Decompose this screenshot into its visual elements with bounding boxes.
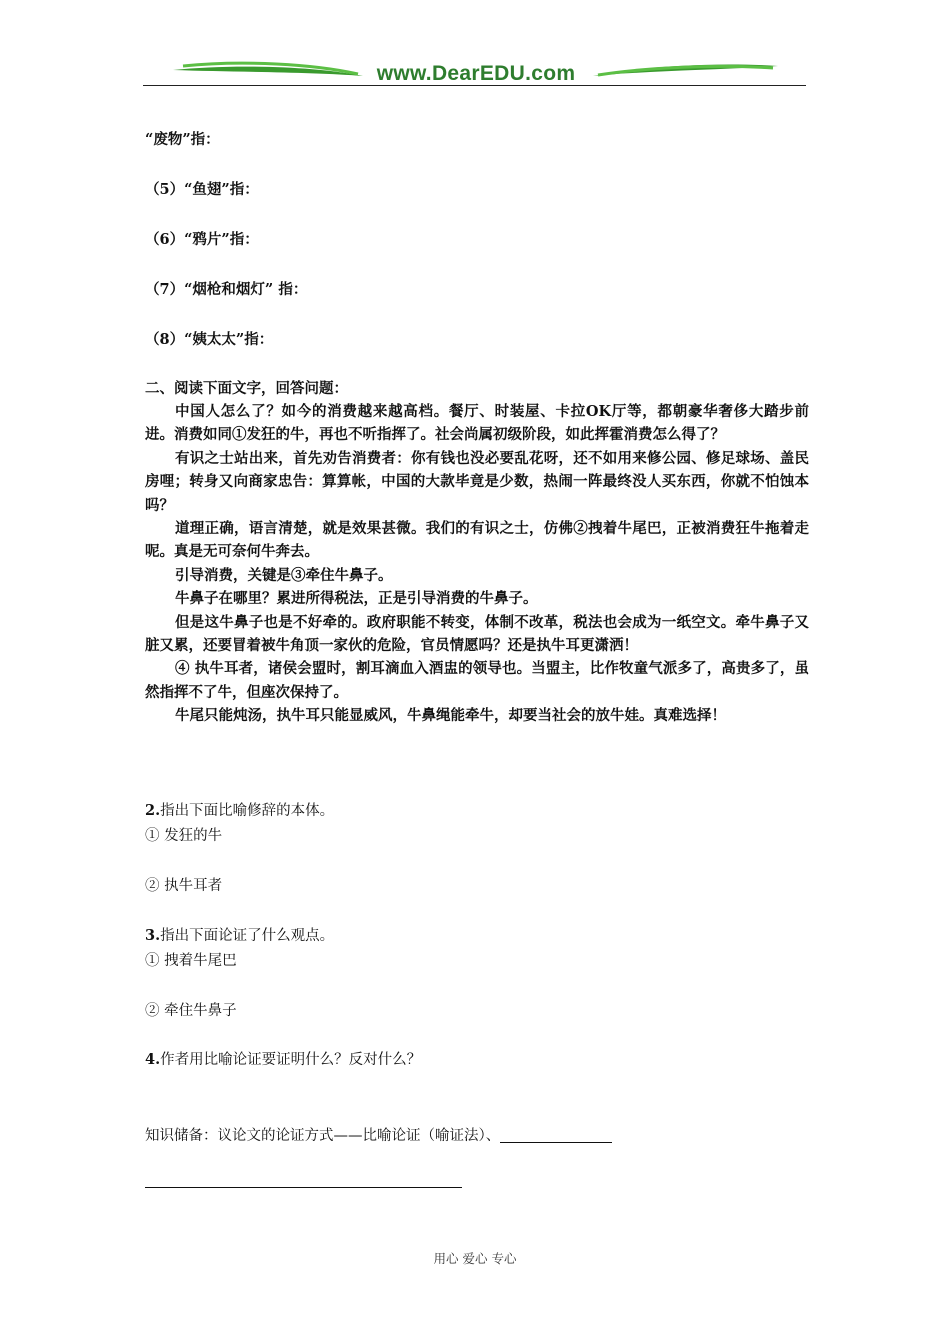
- knowledge-text: 知识储备：议论文的论证方式——比喻论证（喻证法）、: [145, 1128, 501, 1144]
- header-divider: [143, 85, 806, 86]
- question-number: 2.: [145, 802, 161, 819]
- question-2-b: ② 执牛耳者: [145, 878, 223, 894]
- passage-paragraph: 但是这牛鼻子也是不好牵的。政府职能不转变，体制不改革，税法也会成为一纸空文。牵牛鼻子又脏又累，还要冒着被牛角顶一家伙的危险，官员情愿吗？还是执牛耳更潇洒！: [145, 613, 809, 655]
- item-feiwu: “废物”指：: [145, 131, 220, 148]
- item-6: （6）“鸦片”指：: [145, 231, 259, 248]
- site-logo-text: www.DearEDU.com: [376, 62, 576, 85]
- passage-paragraph: 道理正确，语言清楚，就是效果甚微。我们的有识之士，仿佛②拽着牛尾巴，正被消费狂牛拖着走呢。真是无可奈何牛奔去。: [145, 520, 809, 561]
- passage-paragraph: 有识之士站出来，首先劝告消费者：你有钱也没必要乱花呀，还不如用来修公园、修足球场、盖民房哩；转身又向商家忠告：算算帐，中国的大款毕竟是少数，热闹一阵最终没人买东西，你就不怕蚀本吗？: [145, 449, 809, 514]
- passage-paragraph: 牛鼻子在哪里？累进所得税法，正是引导消费的牛鼻子。: [175, 590, 538, 608]
- question-3-b: ② 牵住牛鼻子: [145, 1003, 237, 1019]
- footnote-divider: [145, 1187, 462, 1188]
- knowledge-note: [145, 1124, 612, 1145]
- question-number: 4.: [145, 1051, 161, 1068]
- page-header: [143, 56, 806, 92]
- question-2-a: ① 发狂的牛: [145, 828, 223, 844]
- item-5: （5）“鱼翅”指：: [145, 181, 259, 198]
- question-text: 指出下面比喻修辞的本体。: [160, 803, 335, 819]
- answer-blank[interactable]: [500, 1128, 612, 1143]
- question-3-a: ① 拽着牛尾巴: [145, 953, 237, 969]
- passage-paragraph: 中国人怎么了？如今的消费越来越高档。餐厅、时装屋、卡拉OK厅等，都朝豪华奢侈大踏步前进。消费如同①发狂的牛，再也不听指挥了。社会尚属初级阶段，如此挥霍消费怎么得了？: [145, 403, 809, 444]
- reading-passage: [145, 400, 809, 728]
- passage-paragraph: 牛尾只能炖汤，执牛耳只能显威风，牛鼻绳能牵牛，却要当社会的放牛娃。真难选择！: [175, 707, 726, 725]
- question-text: 指出下面论证了什么观点。: [160, 928, 335, 944]
- question-text: 作者用比喻论证要证明什么？反对什么？: [160, 1052, 422, 1068]
- passage-paragraph: 引导消费，关键是③牵住牛鼻子。: [175, 566, 393, 584]
- question-2: [145, 799, 334, 820]
- question-3: [145, 924, 334, 945]
- question-number: 3.: [145, 927, 161, 944]
- passage-paragraph: ④ 执牛耳者，诸侯会盟时，割耳滴血入酒盅的领导也。当盟主，比作牧童气派多了，高贵多了，虽然指挥不了牛，但座次保持了。: [145, 660, 809, 701]
- section-2-heading: 二、阅读下面文字，回答问题：: [145, 380, 348, 397]
- question-4: [145, 1048, 421, 1069]
- page-footer: 用心 爱心 专心: [433, 1251, 517, 1266]
- item-7: （7）“烟枪和烟灯” 指：: [145, 281, 308, 298]
- item-8: （8）“姨太太”指：: [145, 331, 274, 348]
